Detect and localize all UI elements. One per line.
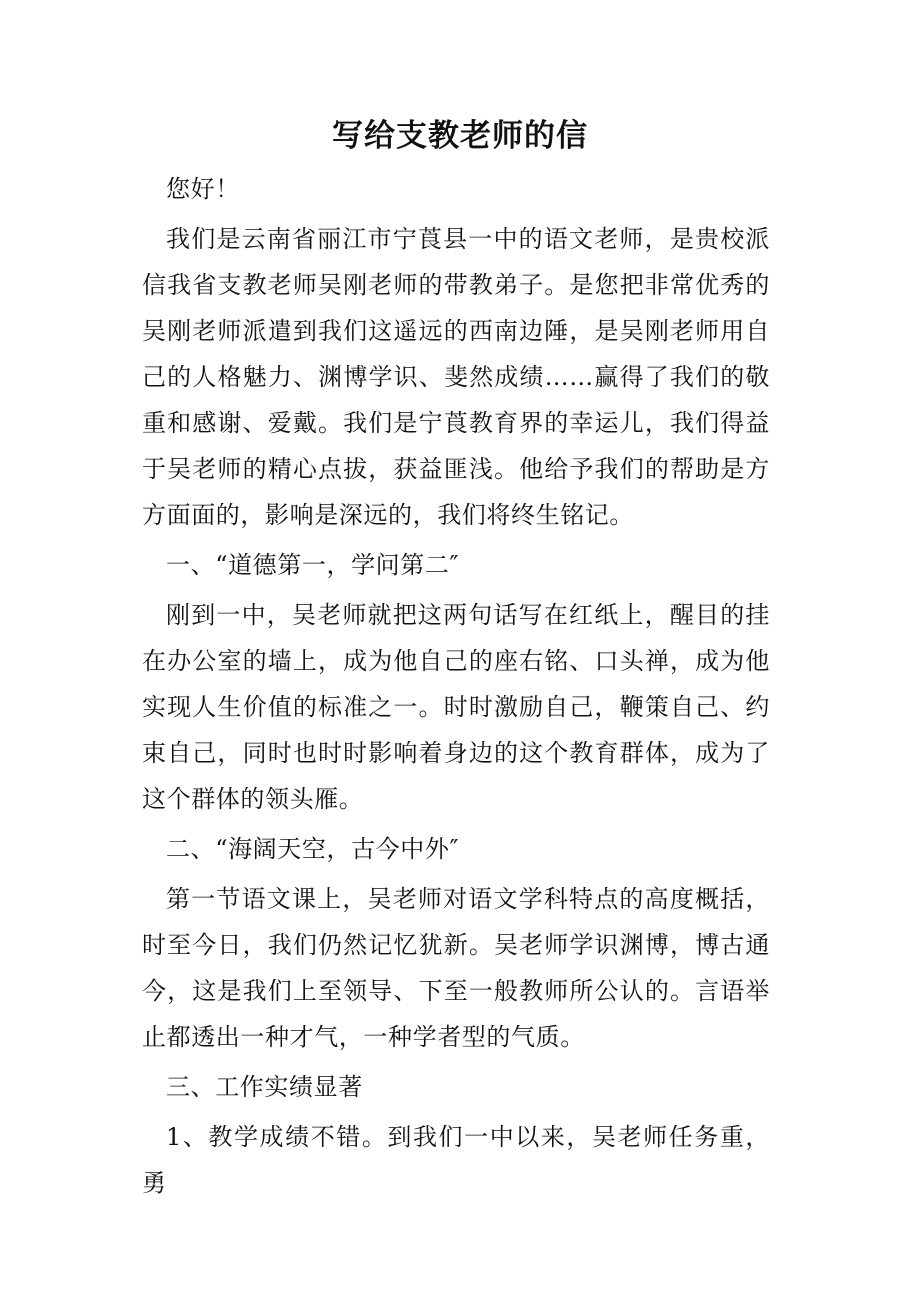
section-heading-3: 三、工作实绩显著 <box>166 1073 363 1101</box>
section-heading-1: 一、“道德第一，学问第二″ <box>166 551 460 579</box>
paragraph-intro: 我们是云南省丽江市宁莨县一中的语文老师，是贵校派信我省支教老师吴刚老师的带教弟子。是您把非常优秀的吴刚老师派遣到我们这遥远的西南边陲，是吴刚老师用自己的人格魅力、渊博学识、斐然成绩……赢得了我们的敬重和感谢、爱戴。我们是宁莨教育界的幸运儿，我们得益于吴老师的精心点拔，获益匪浅。他给予我们的帮助是方方面面的，影响是深远的，我们将终生铭记。 <box>142 225 770 529</box>
document-body <box>142 166 770 1206</box>
greeting: 您好！ <box>166 175 240 203</box>
document-title: 写给支教老师的信 <box>332 118 588 154</box>
paragraph-section-3: 1、教学成绩不错。到我们一中以来，吴老师任务重，勇 <box>142 1123 770 1197</box>
paragraph-section-2: 第一节语文课上，吴老师对语文学科特点的高度概括，时至今日，我们仍然记忆犹新。吴老师学识渊博，博古通今，这是我们上至领导、下至一般教师所公认的。言语举止都透出一种才气，一种学者型的气质。 <box>142 885 770 1051</box>
paragraph-section-1: 刚到一中，吴老师就把这两句话写在红纸上，醒目的挂在办公室的墙上，成为他自己的座右铭、口头禅，成为他实现人生价值的标准之一。时时激励自己，鞭策自己、约束自己，同时也时时影响着身边的这个教育群体，成为了这个群体的领头雁。 <box>142 601 770 813</box>
section-heading-2: 二、“海阔天空，古今中外″ <box>166 835 460 863</box>
